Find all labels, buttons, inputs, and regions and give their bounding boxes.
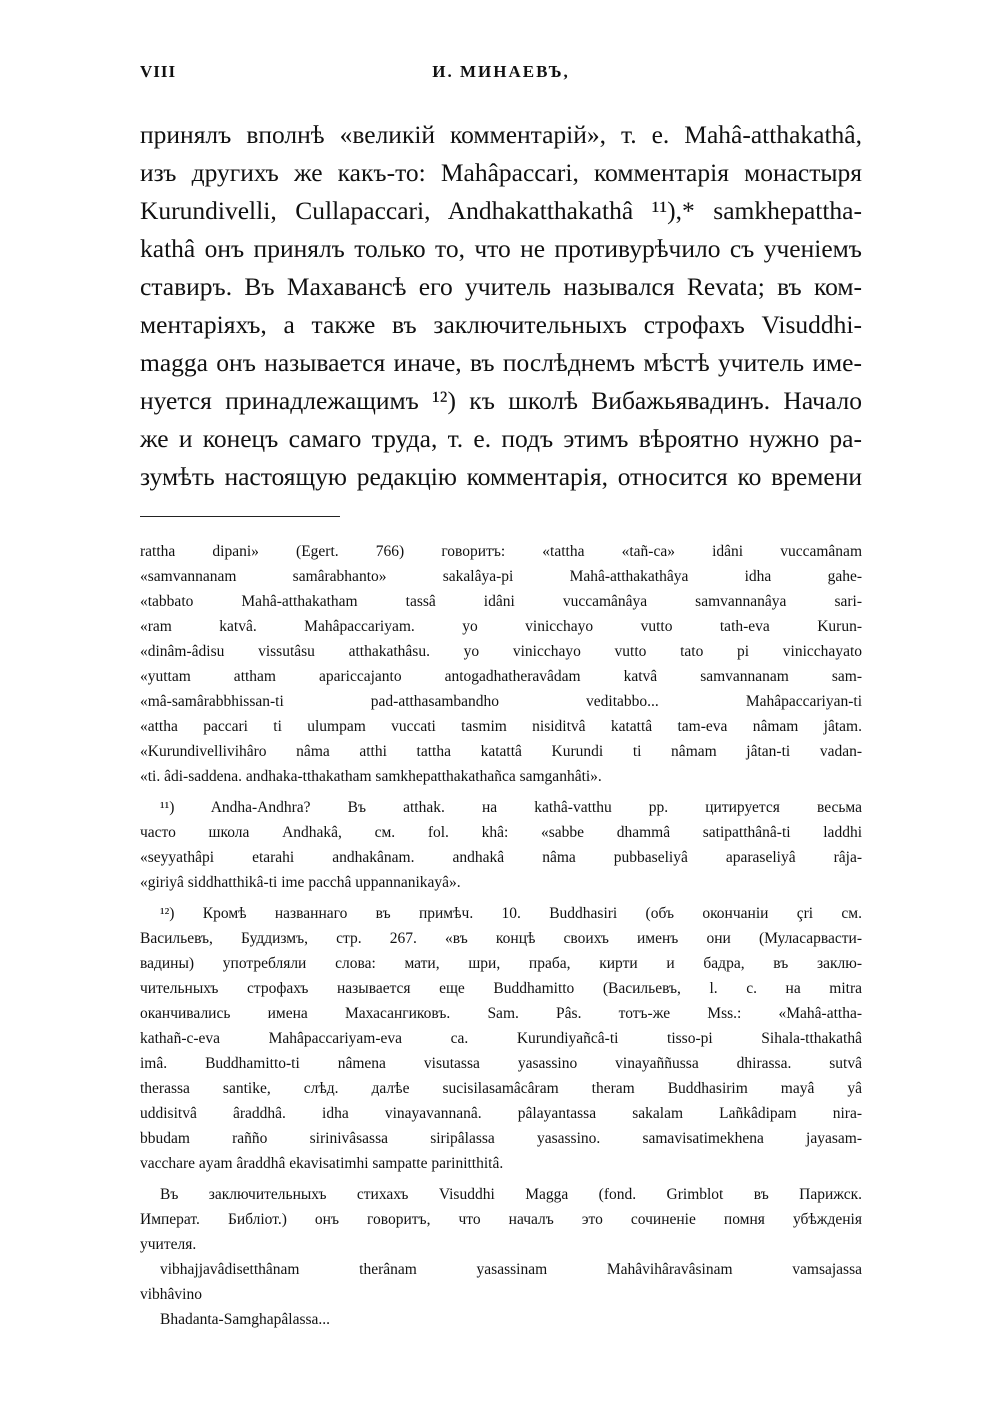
text-line: Kurundivelli, Cullapaccari, Andhakatthakathâ ¹¹),* samkhepattha-	[140, 196, 862, 225]
footnote-line: «ram katvâ. Mahâpaccariyam. yo vinicchayo vutto tath-eva Kurun-	[140, 618, 862, 635]
running-header	[140, 62, 862, 102]
footnote-line: чительныхъ строфахъ называется еще Buddhamitto (Васильевъ, l. c. на mitra	[140, 980, 862, 997]
footnote-line: ¹²) Кромѣ названнаго въ примѣч. 10. Buddhasiri (объ окончаніи çri см.	[160, 905, 862, 922]
footnote-line: vibhâvino	[140, 1286, 202, 1303]
footnote-line: vacchare ayam âraddhâ ekavisatimhi sampatte parinitthitâ.	[140, 1155, 504, 1172]
closing-paragraph	[140, 1182, 862, 1257]
footnote-line: вадины) употребляли слова: мати, шри, праба, кирти и бадра, въ заклю-	[140, 955, 862, 972]
footnote-11	[140, 795, 862, 895]
footnote-line: vibhajjavâdisetthânam therânam yasassinam Mahâvihâravâsinam vamsajassa	[160, 1261, 862, 1278]
text-line: ставиръ. Въ Махавансѣ его учитель назывался Revata; въ ком-	[140, 272, 862, 301]
text-line: magga онъ называется иначе, въ послѣднемъ мѣстѣ учитель име-	[140, 348, 862, 377]
running-title: И. МИНАЕВЪ,	[432, 62, 570, 81]
footnote-line: Bhadanta-Samghapâlassa...	[160, 1311, 331, 1328]
footnote-line: ¹¹) Andha-Andhra? Въ atthak. на kathâ-vatthu pp. цитируется весьма	[160, 799, 862, 816]
footnote-line: «giriyâ siddhatthikâ-ti ime pacchâ uppannanikayâ».	[140, 874, 461, 891]
verse-quote	[140, 1257, 862, 1332]
text-line: изъ другихъ же какъ-то: Mahâpaccari, комментарія монастыря	[140, 158, 862, 187]
footnote-line: Васильевъ, Буддизмъ, стр. 267. «въ концѣ своихъ именъ они (Муласарвасти-	[140, 930, 862, 947]
footnotes	[140, 539, 862, 1332]
footnote-line: «attha paccari ti ulumpam vuccati tasmim nisiditvâ katattâ tam-eva nâmam jâtam.	[140, 718, 862, 735]
text-line: нуется принадлежащимъ ¹²) къ школѣ Вибажьявадинъ. Начало	[140, 386, 862, 415]
footnote-line: bbudam rañño sirinivâsassa siripâlassa yasassino. samavisatimekhena jayasam-	[140, 1130, 862, 1147]
text-line: ментаріяхъ, а также въ заключительныхъ строфахъ Visuddhi-	[140, 310, 862, 339]
book-page	[140, 62, 862, 1332]
footnote-line: kathañ-c-eva Mahâpaccariyam-eva ca. Kurundiyañcâ-ti tisso-pi Sihala-tthakathâ	[140, 1030, 862, 1047]
footnote-line: оканчивались имена Махасангиковъ. Sam. Pâs. тотъ-же Mss.: «Mahâ-attha-	[140, 1005, 862, 1022]
footnote-line: «ti. âdi-saddena. andhaka-tthakatham samkhepatthakathañca samganhâti».	[140, 768, 602, 785]
footnote-line: uddisitvâ âraddhâ. idha vinayavannanâ. pâlayantassa sakalam Lañkâdipam nira-	[140, 1105, 862, 1122]
footnote-line: «seyyathâpi etarahi andhakânam. andhakâ nâma pubbaseliyâ aparaseliyâ râja-	[140, 849, 862, 866]
page-number: VIII	[140, 62, 177, 81]
footnote-line: «mâ-samârabbhissan-ti pad-atthasambandho veditabbo... Mahâpaccariyan-ti	[140, 693, 862, 710]
footnote-line: учителя.	[140, 1236, 197, 1253]
footnote-line: «Kurundivellivihâro nâma atthi tattha katattâ Kurundi ti nâmam jâtan-ti vadan-	[140, 743, 862, 760]
footnote-line: «samvannanam samârabhanto» sakalâya-pi Mahâ-atthakathâya idha gahe-	[140, 568, 862, 585]
footnote-line: часто школа Andhakâ, см. fol. khâ: «sabbe dhammâ satipatthânâ-ti laddhi	[140, 824, 862, 841]
footnote-line: «yuttam attham apariccajanto antogadhatheravâdam katvâ samvannanam sam-	[140, 668, 862, 685]
footnote-line: therassa santike, слѣд. далѣе sucisilasamâcâram theram Buddhasirim mayâ yâ	[140, 1080, 862, 1097]
footnote-line: imâ. Buddhamitto-ti nâmena visutassa yasassino vinayaññussa dhirassa. sutvâ	[140, 1055, 862, 1072]
footnote-line: «tabbato Mahâ-atthakatham tassâ idâni vuccamânâya samvannanâya sari-	[140, 593, 862, 610]
footnote-line: rattha dipani» (Egert. 766) говоритъ: «tattha «tañ-ca» idâni vuccamânam	[140, 543, 862, 560]
footnote-line: Въ заключительныхъ стихахъ Visuddhi Magga (fond. Grimblot въ Парижск.	[160, 1186, 862, 1203]
footnote-line: Императ. Библіот.) онъ говоритъ, что началъ это сочиненіе помня убѣжденія	[140, 1211, 862, 1228]
main-text	[140, 116, 862, 496]
footnote-separator	[140, 516, 340, 517]
footnote-continuation	[140, 539, 862, 789]
text-line: kathâ онъ принялъ только то, что не противурѣчило съ ученіемъ	[140, 234, 862, 263]
footnote-line: «dinâm-âdisu vissutâsu atthakathâsu. yo vinicchayo vutto tato pi vinicchayato	[140, 643, 862, 660]
text-line: принялъ вполнѣ «великій комментарій», т. е. Mahâ-atthakathâ,	[140, 120, 862, 149]
text-line: зумѣть настоящую редакцію комментарія, относится ко времени	[140, 462, 862, 491]
text-line: же и конецъ самаго труда, т. е. подъ этимъ вѣроятно нужно ра-	[140, 424, 862, 453]
footnote-12	[140, 901, 862, 1176]
